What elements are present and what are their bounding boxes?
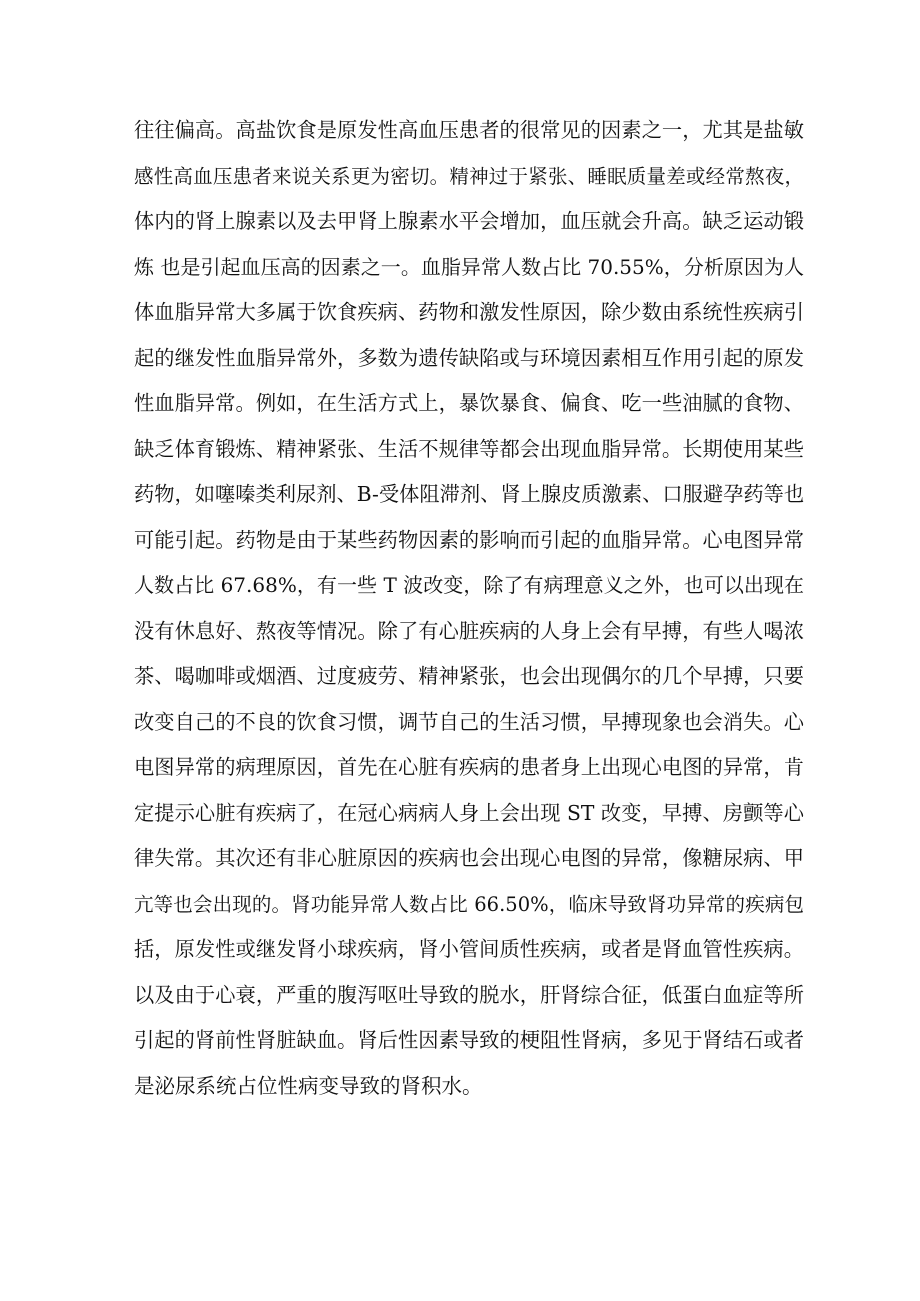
text-line: 人数占比 67.68%，有一些 T 波改变，除了有病理意义之外，也可以出现在 [134, 573, 804, 597]
body-paragraph [134, 108, 804, 1109]
text-line: 茶、喝咖啡或烟酒、过度疲劳、精神紧张，也会出现偶尔的几个早搏，只要 [134, 664, 804, 688]
text-line: 电图异常的病理原因，首先在心脏有疾病的患者身上出现心电图的异常，肯 [134, 755, 804, 779]
text-line: 定提示心脏有疾病了，在冠心病病人身上会出现 ST 改变，早搏、房颤等心 [134, 800, 804, 825]
text-line: 改变自己的不良的饮食习惯，调节自己的生活习惯，早搏现象也会消失。心 [134, 709, 804, 734]
text-line: 炼 也是引起血压高的因素之一。血脂异常人数占比 70.55%，分析原因为人 [134, 254, 804, 279]
text-line: 可能引起。药物是由于某些药物因素的影响而引起的血脂异常。心电图异常 [134, 527, 804, 552]
text-line: 律失常。其次还有非心脏原因的疾病也会出现心电图的异常，像糖尿病、甲 [134, 846, 804, 870]
text-line: 感性高血压患者来说关系更为密切。精神过于紧张、睡眠质量差或经常熬夜， [134, 164, 804, 188]
text-line: 体血脂异常大多属于饮食疾病、药物和激发性原因，除少数由系统性疾病引 [134, 300, 804, 324]
text-line: 以及由于心衰，严重的腹泻呕吐导致的脱水，肝肾综合征，低蛋白血症等所 [134, 982, 804, 1007]
text-line: 药物，如噻嗪类利尿剂、B-受体阻滞剂、肾上腺皮质激素、口服避孕药等也 [134, 482, 805, 506]
text-line: 缺乏体育锻炼、精神紧张、生活不规律等都会出现血脂异常。长期使用某些 [134, 436, 804, 461]
text-line: 括，原发性或继发肾小球疾病，肾小管间质性疾病，或者是肾血管性疾病。 [134, 937, 804, 961]
text-line: 没有休息好、熬夜等情况。除了有心脏疾病的人身上会有早搏，有些人喝浓 [134, 618, 804, 643]
text-line: 亢等也会出现的。肾功能异常人数占比 66.50%，临床导致肾功异常的疾病包 [134, 892, 804, 916]
text-line: 是泌尿系统占位性病变导致的肾积水。 [134, 1073, 483, 1098]
text-line: 往往偏高。高盐饮食是原发性高血压患者的很常见的因素之一，尤其是盐敏 [134, 118, 804, 142]
text-line: 体内的肾上腺素以及去甲肾上腺素水平会增加，血压就会升高。缺乏运动锻 [134, 209, 804, 233]
text-line: 引起的肾前性肾脏缺血。肾后性因素导致的梗阻性肾病，多见于肾结石或者 [134, 1028, 804, 1052]
text-line: 起的继发性血脂异常外，多数为遗传缺陷或与环境因素相互作用引起的原发 [134, 345, 804, 370]
text-line: 性血脂异常。例如，在生活方式上，暴饮暴食、偏食、吃一些油腻的食物、 [134, 391, 804, 415]
